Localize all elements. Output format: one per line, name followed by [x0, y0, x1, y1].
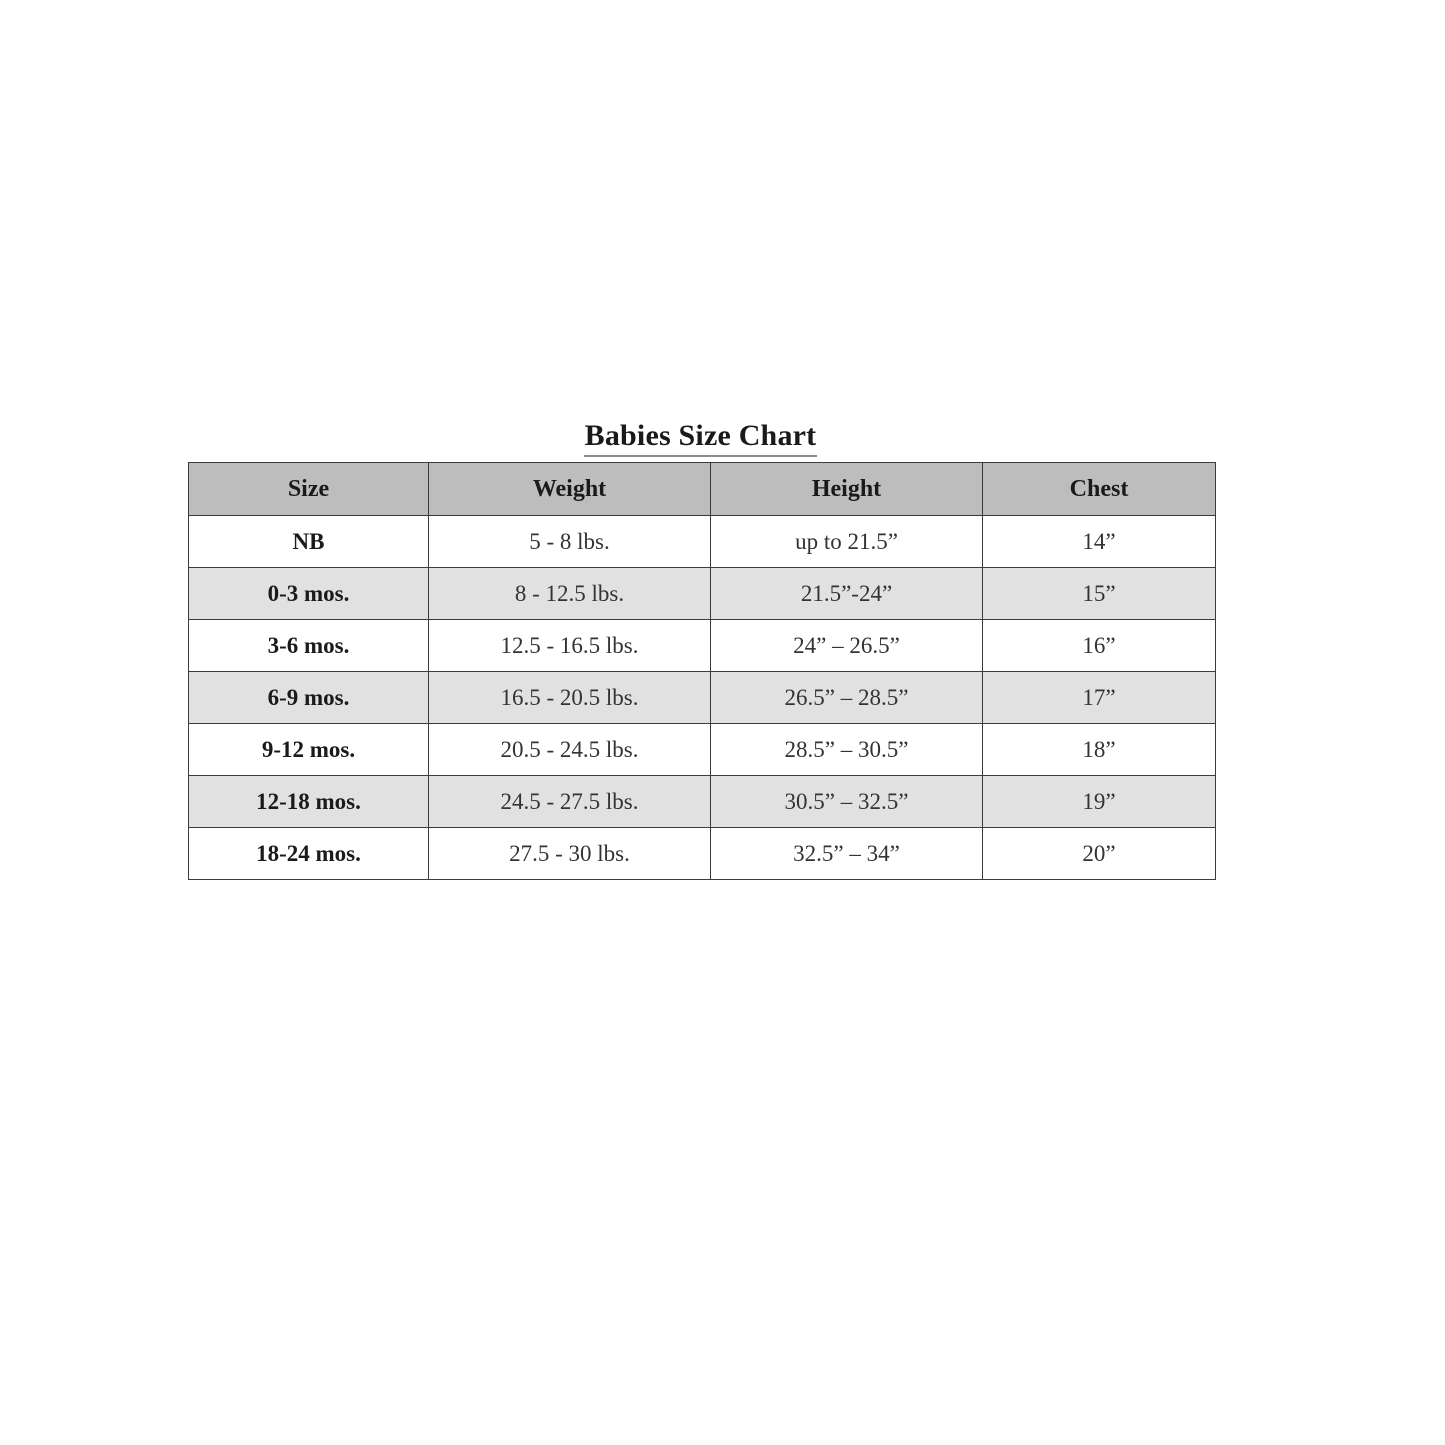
chart-title-wrapper [0, 418, 1401, 457]
header-row [189, 463, 1216, 516]
size-cell: 12-18 mos. [189, 776, 429, 828]
table-row [189, 568, 1216, 620]
size-cell: NB [189, 516, 429, 568]
height-cell: 32.5” – 34” [711, 828, 983, 880]
column-header-weight: Weight [429, 463, 711, 516]
table-row [189, 776, 1216, 828]
column-header-height: Height [711, 463, 983, 516]
size-cell: 6-9 mos. [189, 672, 429, 724]
chest-cell: 18” [983, 724, 1216, 776]
size-cell: 0-3 mos. [189, 568, 429, 620]
height-cell: 24” – 26.5” [711, 620, 983, 672]
size-cell: 3-6 mos. [189, 620, 429, 672]
weight-cell: 27.5 - 30 lbs. [429, 828, 711, 880]
table-row [189, 516, 1216, 568]
chest-cell: 14” [983, 516, 1216, 568]
chest-cell: 16” [983, 620, 1216, 672]
chest-cell: 19” [983, 776, 1216, 828]
size-chart-table [188, 462, 1216, 880]
chest-cell: 20” [983, 828, 1216, 880]
height-cell: 26.5” – 28.5” [711, 672, 983, 724]
chest-cell: 15” [983, 568, 1216, 620]
column-header-chest: Chest [983, 463, 1216, 516]
table-row [189, 828, 1216, 880]
weight-cell: 24.5 - 27.5 lbs. [429, 776, 711, 828]
weight-cell: 16.5 - 20.5 lbs. [429, 672, 711, 724]
size-cell: 18-24 mos. [189, 828, 429, 880]
height-cell: up to 21.5” [711, 516, 983, 568]
weight-cell: 12.5 - 16.5 lbs. [429, 620, 711, 672]
chest-cell: 17” [983, 672, 1216, 724]
weight-cell: 5 - 8 lbs. [429, 516, 711, 568]
weight-cell: 8 - 12.5 lbs. [429, 568, 711, 620]
height-cell: 21.5”-24” [711, 568, 983, 620]
size-cell: 9-12 mos. [189, 724, 429, 776]
height-cell: 30.5” – 32.5” [711, 776, 983, 828]
table-row [189, 724, 1216, 776]
chart-title: Babies Size Chart [584, 418, 818, 457]
table-row [189, 672, 1216, 724]
table-row [189, 620, 1216, 672]
weight-cell: 20.5 - 24.5 lbs. [429, 724, 711, 776]
column-header-size: Size [189, 463, 429, 516]
height-cell: 28.5” – 30.5” [711, 724, 983, 776]
